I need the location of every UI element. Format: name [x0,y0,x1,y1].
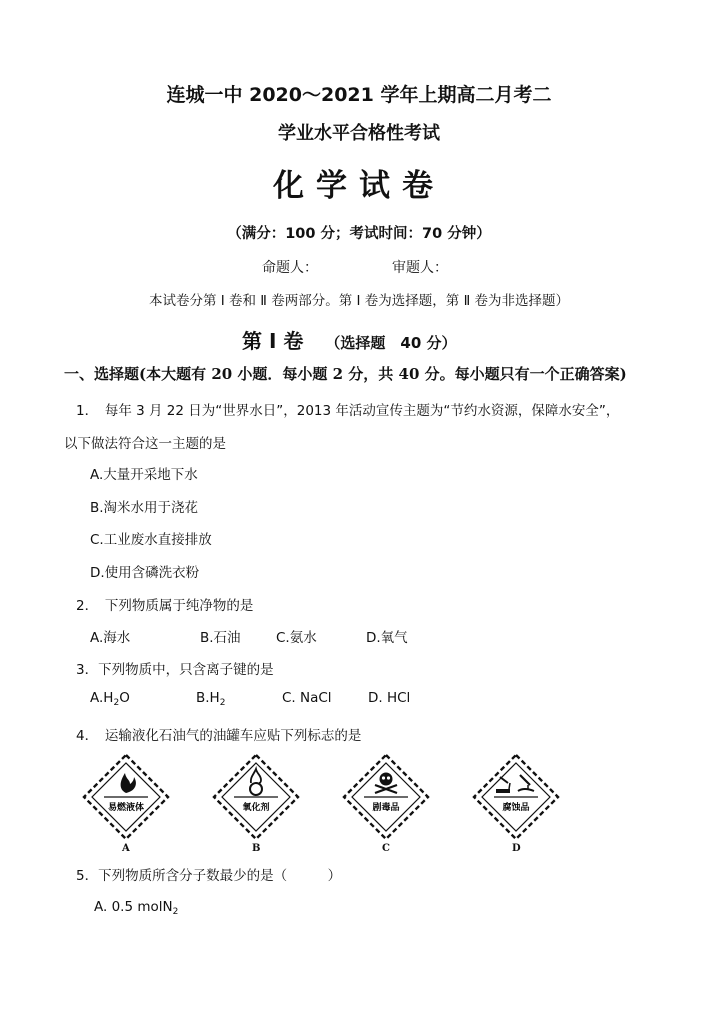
volume-subtitle: （选择题 40 分） [325,334,457,352]
school-exam-title: 连城一中 2020～2021 学年上期高二月考二 [166,84,552,106]
exam-type-title: 学业水平合格性考试 [278,123,440,144]
hazard-sign-c [344,755,428,839]
question-1-stem-line2: 以下做法符合这一主题的是 [64,436,226,452]
hazard-sign-c-label: 剧毒品 [372,803,400,813]
question-1-option-a: A.大量开采地下水 [90,467,198,483]
question-3-stem: 3．下列物质中，只含离子键的是 [76,662,274,678]
hazard-sign-d-letter: D [512,843,521,854]
question-3-option-c: C. NaCl [282,690,332,706]
section-heading: 一、选择题(本大题有 20 小题．每小题 2 分，共 40 分。每小题只有一个正确答案) [64,365,627,383]
question-1-option-d: D.使用含磷洗衣粉 [90,565,200,581]
question-3-option-d: D. HCl [368,690,411,706]
hazard-sign-b-label: 氧化剂 [242,803,270,813]
question-2-option-c: C.氨水 [276,630,317,646]
subject-title: 化学试卷 [273,168,445,204]
question-5-stem: 5．下列物质所含分子数最少的是（ ） [76,868,342,884]
reviewer-label: 审题人： [392,260,448,276]
exam-intro: 本试卷分第 Ⅰ 卷和 Ⅱ 卷两部分。第 Ⅰ 卷为选择题，第 Ⅱ 卷为非选择题） [148,293,570,309]
hazard-sign-a-label: 易燃液体 [107,803,145,813]
question-3-option-b: $B.H_2$ [196,690,226,708]
question-2-option-a: A.海水 [90,630,131,646]
exam-info: （满分：100 分；考试时间：70 分钟） [227,226,491,242]
hazard-sign-a [84,755,168,839]
volume-title-row [242,325,456,354]
question-5-option-a: A. 0.5 molN$_2$ [94,899,179,917]
question-4-stem: 4． 运输液化石油气的油罐车应贴下列标志的是 [76,728,362,744]
hazard-sign-a-letter: A [122,843,130,854]
hazard-signs [78,753,618,843]
question-2-option-b: B.石油 [200,630,241,646]
question-1-option-b: B.淘米水用于浇花 [90,500,199,516]
question-1-option-c: C.工业废水直接排放 [90,532,212,548]
setter-label: 命题人： [262,260,318,276]
hazard-sign-b [214,755,298,839]
hazard-sign-b-letter: B [252,843,261,854]
volume-title: 第 Ⅰ 卷 [242,329,304,353]
question-2-stem: 2． 下列物质属于纯净物的是 [76,598,254,614]
question-1-stem-line1: 1． 每年 3 月 22 日为“世界水日”，2013 年活动宣传主题为“节约水资源，保障水安全”， [76,403,620,419]
question-2-option-d: D.氧气 [366,630,408,646]
hazard-sign-d [474,755,558,839]
hazard-sign-c-letter: C [382,843,390,854]
question-3-option-a: $A.H_2O$ [90,690,130,708]
hazard-sign-d-label: 腐蚀品 [502,803,530,813]
